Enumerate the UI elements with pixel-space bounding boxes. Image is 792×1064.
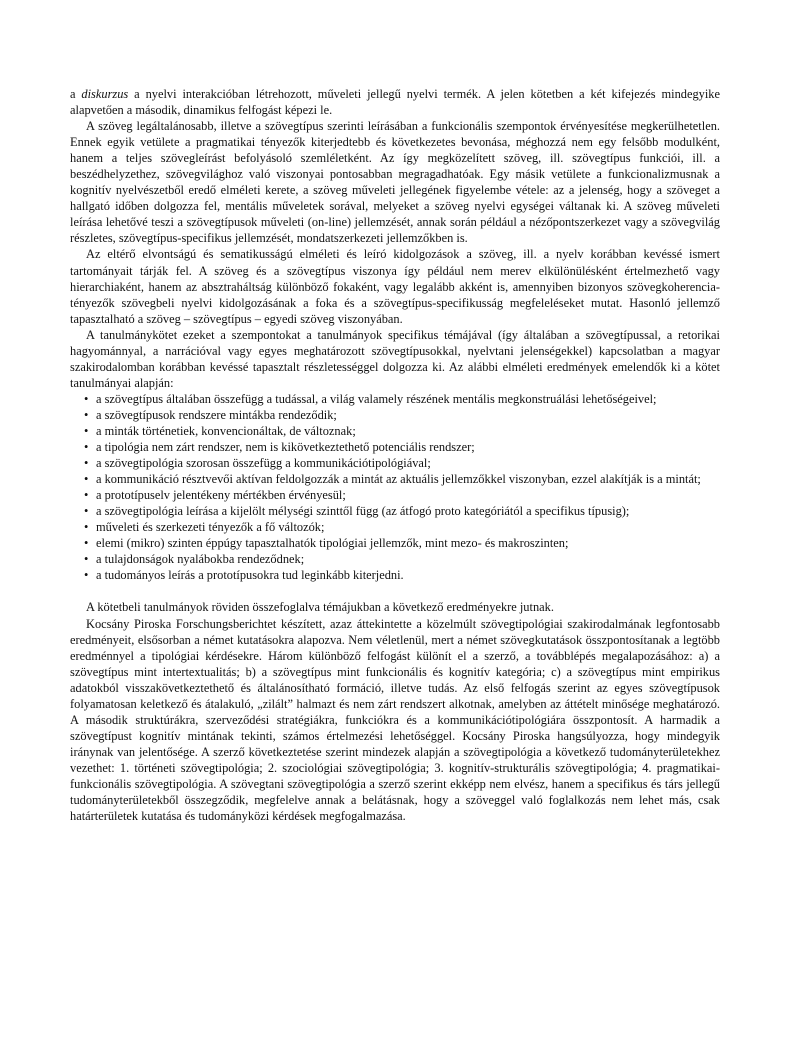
list-item (70, 471, 720, 487)
paragraph-kocsany: Kocsány Piroska Forschungsberichtet készített, azaz áttekintette a közelmúlt szövegtipológiai szakirodalmának legfontosabb eredményeit, elsősorban a német kutatásokra alapozva. Nem véletlenül, mert a német szövegkutatások összpontosítanak a legtöbb eredménnyel a tipológiai kérdésekre. Három különböző felfogást különít el a szerző, a továbblépés megalapozásához: a) a szövegtípus mint intertextualitás; b) a szövegtípus mint funkcionális és kognitív kategória; c) a szövegtípus mint empirikus adatokból visszakövetkeztethető és általánosítható formáció, illetve tudás. Az első felfogás szerint az egyes szövegtípusok folyamatosan keletkező és átalakuló, „zilált” halmazt és nem zárt rendszert alkotnak, amelyben az áttételt minősége meghatározó. A második struktúrákra, szerveződési stratégiákra, funkciókra és a kommunikációtipológiára összpontosít. A harmadik a szövegtípust kognitív mintának tekinti, számos értelmezési lehetőséggel. Kocsány Piroska hangsúlyozza, hogy mindegyik iránynak van jelentősége. A szerző következtetése szerint mindezek alapján a szövegtipológia a következő tudományterületekhez vezethet: 1. történeti szövegtipológia; 2. szociológiai szövegtipológia; 3. kognitív-strukturális szövegtipológia; 4. pragmatikai-funkcionális szövegtipológia. A szövegtani szövegtipológia a szerző szerint ekképp nem elvész, hanem a specifikus és társ jellegű tudományterületekből összegződik, megfelelve annak a belátásnak, hogy a szöveggel való foglalkozás nem lehet más, csak határterületek kutatása és tudományközi kérdések megfogalmazása. (70, 616, 720, 824)
list-item-text: a szövegtipológia leírása a kijelölt mélységi szinttől függ (az átfogó proto kategóriától a specifikus típusig); (96, 504, 630, 519)
list-item (70, 551, 720, 567)
list-item-text: a minták történetiek, konvencionáltak, de változnak; (96, 423, 356, 438)
list-item (70, 535, 720, 551)
list-item-text: a kommunikáció résztvevői aktívan feldolgozzák a mintát az aktuális jellemzőkkel viszonyban, ezzel alakítják is a mintát; (96, 472, 701, 487)
list-item-text: a tipológia nem zárt rendszer, nem is kikövetkeztethető potenciális rendszer; (96, 440, 475, 455)
list-item-text: a tulajdonságok nyalábokba rendeződnek; (96, 552, 305, 567)
list-item-text: a szövegtípus általában összefügg a tudással, a világ valamely részének mentális megkonstruálási lehetőségeivel; (96, 391, 657, 406)
list-item (70, 423, 720, 439)
paragraph-abstraction: Az eltérő elvontságú és sematikusságú elméleti és leíró kidolgozások a szöveg, ill. a nyelv korábban kevéssé ismert tartományait tárják fel. A szöveg és a szövegtípus viszonya így például nem merev elkülönülésként értelmezhető vagy hierarchiaként, hanem az absztraháltság különböző fokaként, vagy legalább akként is, amennyiben bizonyos szövegkoherencia-tényezők szövegbeli nyelvi kidolgozásának a foka és a szövegtípus-specifikusság megfeleléseket mutat. Hasonló jellemző tapasztalható a szöveg – szövegtípus – egyedi szöveg viszonyában. (70, 247, 720, 326)
list-item-text: a szövegtipológia szorosan összefügg a kommunikációtipológiával; (96, 456, 431, 471)
paragraph-diskurzus (70, 86, 720, 118)
list-item (70, 519, 720, 535)
bullet-marker: • (84, 423, 89, 438)
bullet-marker: • (84, 552, 89, 567)
bullet-marker: • (84, 407, 89, 422)
bullet-marker: • (84, 488, 89, 503)
list-item (70, 439, 720, 455)
paragraph-functional-aspects: A szöveg legáltalánosabb, illetve a szövegtípus szerinti leírásában a funkcionális szempontok érvényesítése megkerülhetetlen. Ennek egyik vetülete a pragmatikai tényezők kiterjedtebb és következetes bevonása, méghozzá nem egy felsőbb modulként, hanem a teljes szövegleírást befolyásoló szemléletként. Az így megközelített szöveg, ill. szövegtípus funkciói, ill. a beszédhelyzethez, szövegvilághoz való viszonyai pontosabban megragadhatóak. Egy másik vetülete a funkcionalizmusnak a kognitív nyelvészetből eredő elméleti kerete, a szöveg műveleti jellegének figyelembe vétele: az a jelenség, hogy a szöveget a hallgató időben dolgozza fel, mentális műveletek sorával, melyeket a szöveg nyelvi egységei váltanak ki. A szöveg műveleti leírása lehetővé teszi a szövegtípusok műveleti (on-line) jellemzését, annak során például a nézőpontszerkezet vagy a szövegvilág részletes, szövegtípus-specifikus jellemzését, mondatszerkezeti jellemzőkben is. (70, 119, 720, 246)
list-item-text: a szövegtípusok rendszere mintákba rendeződik; (96, 407, 337, 422)
paragraph-volume-results: A tanulmánykötet ezeket a szempontokat a tanulmányok specifikus témájával (így általában a szövegtípussal, a retorikai hagyománnyal, a narrációval vagy egyes meghatározott szövegtípusokkal, nyelvtani jelenségekkel) kapcsolatban a magyar szakirodalomban korábban kevéssé tapasztalt részletességgel dolgozza ki. Az alábbi elméleti eredmények emelendők ki a kötet tanulmányai alapján: (70, 327, 720, 390)
bullet-marker: • (84, 504, 89, 519)
list-item-text: a prototípuselv jelentékeny mértékben érvényesül; (96, 488, 346, 503)
results-list (70, 391, 720, 584)
list-item (70, 487, 720, 503)
list-item-text: a tudományos leírás a prototípusokra tud leginkább kiterjedni. (96, 568, 404, 583)
list-item (70, 407, 720, 423)
list-item (70, 391, 720, 407)
term-diskurzus: diskurzus (81, 87, 129, 101)
list-item (70, 567, 720, 583)
bullet-marker: • (84, 456, 89, 471)
bullet-marker: • (84, 391, 89, 406)
bullet-marker: • (84, 520, 89, 535)
document-page (70, 86, 720, 824)
bullet-marker: • (84, 440, 89, 455)
bullet-marker: • (84, 568, 89, 583)
blank-line (70, 583, 720, 599)
bullet-marker: • (84, 536, 89, 551)
bullet-marker: • (84, 472, 89, 487)
paragraph-prefix: a (70, 87, 82, 101)
list-item-text: műveleti és szerkezeti tényezők a fő változók; (96, 520, 325, 535)
list-item-text: elemi (mikro) szinten éppúgy tapasztalhatók tipológiai jellemzők, mint mezo- és makroszinten; (96, 536, 569, 551)
paragraph-summary-intro: A kötetbeli tanulmányok röviden összefoglalva témájukban a következő eredményekre jutnak. (86, 600, 554, 615)
list-item (70, 455, 720, 471)
list-item (70, 503, 720, 519)
paragraph-text: a nyelvi interakcióban létrehozott, műveleti jellegű nyelvi termék. A jelen kötetben a két kifejezés mindegyike alapvetően a második, dinamikus felfogást képezi le. (70, 87, 720, 118)
